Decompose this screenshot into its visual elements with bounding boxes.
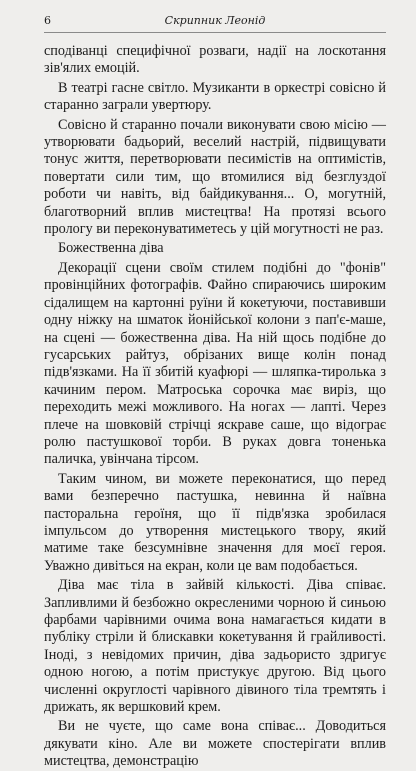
running-title: Скрипник Леонід xyxy=(164,14,266,27)
paragraph: Ви не чуєте, що саме вона співає... Доводиться дякувати кіно. Але ви можете спостерігати вплив мистецтва, демонстрацію xyxy=(44,718,386,770)
paragraph: Таким чином, ви можете переконатися, що перед вами безперечно пастушка, невинна й наївна пасторальна героїня, що її підв'язка зробилася імпульсом до утворення мистецького твору, який матиме таке безсумнівне значення для моєї героя. Уважно дивіться на екран, коли це вам подобається. xyxy=(44,470,386,574)
section-heading: Божественна діва xyxy=(58,240,164,257)
paragraph: Совісно й старанно почали виконувати свою місію — утворювати бадьорий, веселий настрій, підвищувати тонус життя, перетворювати песимістів на оптимістів, повертати сили тим, що втомилися від безглуздої роботи чи навіть, від байдикування... О, могутній, благотворний вплив мистецтва! На протязі всього прологу ви переконуватиметесь у цій могутності не раз. xyxy=(44,116,386,238)
paragraph: В театрі гасне світло. Музиканти в оркестрі совісно й старанно заграли увертюру. xyxy=(44,79,386,114)
paragraph: Діва має тіла в зайвій кількості. Діва співає. Запливлими й безбожно окресленими чорною й синьою фарбами чарівними очима вона намагається кидати в публіку стріли й блискавки кокетування й грайливості. Іноді, з невідомих причин, діва задьористо здригує одною ногою, а потім пристукує другою. Від цього численні округлості чарівного дівиного тіла тремтять і дрижать, як вершковий крем. xyxy=(44,577,386,716)
page-number: 6 xyxy=(44,14,51,27)
paragraph: Декорації сцени своїм стилем подібні до "фонів" провінційних фотографів. Файно спираючись широким сідалищем на картонні руїни й кокетуючи, поставивши одну ніжку на шматок йонійської колони з пап'є-маше, на сцені — божественна діва. На ній щось подібне до гусарських райтуз, обрізаних вище колін понад підв'язками. На її збитій куафюрі — шляпка-тиролька з качиним пером. Матроська сорочка має виріз, що переходить межі можливого. На ногах — лапті. Через плече на шовковій стрічці яскраве саше, що відограє ролю пастушкової торби. В руках довга тоненька паличка, увінчана тірсом. xyxy=(44,259,386,468)
page-header xyxy=(44,12,386,33)
page-body xyxy=(44,43,386,771)
paragraph: сподіванці специфічної розваги, надії на лоскотання зів'ялих емоцій. xyxy=(44,43,386,77)
